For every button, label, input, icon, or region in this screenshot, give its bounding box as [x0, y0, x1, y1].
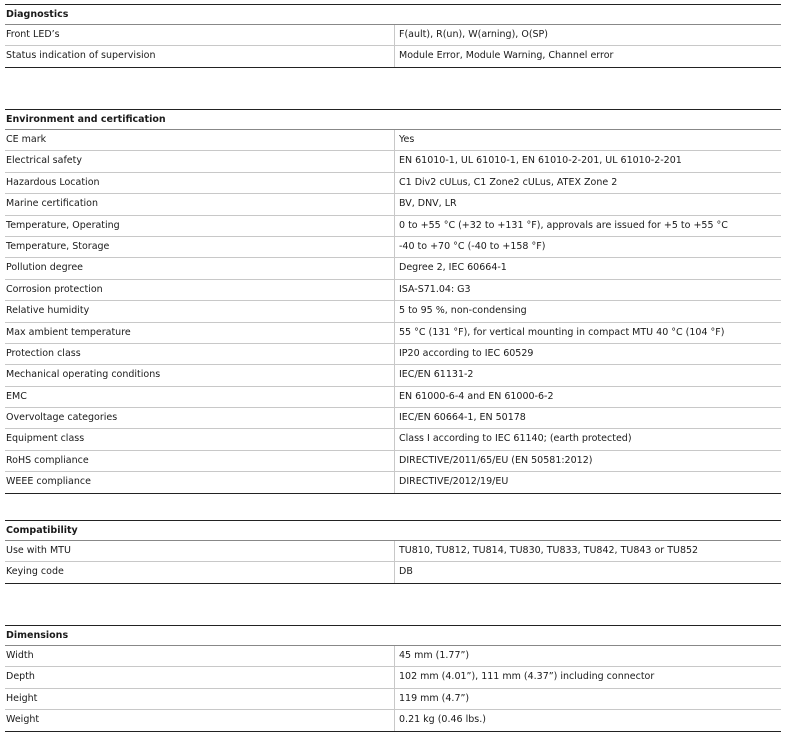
- row-label: Pollution degree: [5, 258, 395, 278]
- row-value: BV, DNV, LR: [399, 198, 457, 210]
- row-value: 102 mm (4.01”), 111 mm (4.37”) including connector: [399, 671, 655, 683]
- table-row: [5, 451, 781, 472]
- row-value: F(ault), R(un), W(arning), O(SP): [399, 29, 548, 40]
- table-row: [5, 365, 781, 386]
- row-value: 119 mm (4.7”): [399, 692, 470, 704]
- row-label: Front LED’s: [5, 25, 395, 45]
- table-row: [5, 25, 781, 46]
- row-label: Overvoltage categories: [5, 408, 395, 428]
- row-label: EMC: [5, 387, 395, 407]
- table-row: [5, 323, 781, 344]
- table-row: [5, 344, 781, 365]
- diagnostics-table: [5, 4, 781, 68]
- row-value: ISA-S71.04: G3: [399, 283, 471, 295]
- row-value: DIRECTIVE/2011/65/EU (EN 50581:2012): [399, 454, 593, 466]
- row-value: 45 mm (1.77”): [399, 650, 470, 661]
- table-row: [5, 280, 781, 301]
- row-label: Status indication of supervision: [5, 46, 395, 66]
- table-row: [5, 301, 781, 322]
- row-label: CE mark: [5, 130, 395, 150]
- table-row: [5, 216, 781, 237]
- row-value: DB: [399, 566, 413, 578]
- row-label: RoHS compliance: [5, 451, 395, 471]
- row-value: C1 Div2 cULus, C1 Zone2 cULus, ATEX Zone 2: [399, 176, 618, 188]
- row-label: Equipment class: [5, 429, 395, 449]
- row-label: Marine certification: [5, 194, 395, 214]
- row-value: 0 to +55 °C (+32 to +131 °F), approvals are issued for +5 to +55 °C: [399, 219, 728, 231]
- row-label: Electrical safety: [5, 151, 395, 171]
- row-label: Corrosion protection: [5, 280, 395, 300]
- table-row: [5, 46, 781, 66]
- table-row: [5, 194, 781, 215]
- section-title: Dimensions: [5, 626, 781, 646]
- table-row: [5, 429, 781, 450]
- table-row: [5, 472, 781, 492]
- table-row: [5, 710, 781, 730]
- row-label: Use with MTU: [5, 541, 395, 561]
- compatibility-table: [5, 520, 781, 584]
- table-row: [5, 667, 781, 688]
- row-label: Height: [5, 689, 395, 709]
- table-row: [5, 258, 781, 279]
- row-value: TU810, TU812, TU814, TU830, TU833, TU842, TU843 or TU852: [399, 545, 699, 556]
- table-row: [5, 151, 781, 172]
- row-label: Mechanical operating conditions: [5, 365, 395, 385]
- table-row: [5, 130, 781, 151]
- row-label: Depth: [5, 667, 395, 687]
- row-value: Class I according to IEC 61140; (earth protected): [399, 433, 632, 445]
- row-value: -40 to +70 °C (-40 to +158 °F): [399, 240, 546, 252]
- table-row: [5, 237, 781, 258]
- table-row: [5, 173, 781, 194]
- row-label: Weight: [5, 710, 395, 730]
- row-value: Module Error, Module Warning, Channel error: [399, 50, 614, 62]
- section-title: Compatibility: [5, 521, 781, 541]
- row-value: IEC/EN 60664-1, EN 50178: [399, 412, 526, 424]
- table-row: [5, 408, 781, 429]
- dimensions-table: [5, 625, 781, 732]
- row-value: 0.21 kg (0.46 lbs.): [399, 714, 486, 726]
- row-label: Temperature, Storage: [5, 237, 395, 257]
- row-value: EN 61000-6-4 and EN 61000-6-2: [399, 390, 554, 402]
- row-label: Temperature, Operating: [5, 216, 395, 236]
- table-row: [5, 646, 781, 667]
- table-row: [5, 387, 781, 408]
- row-label: Relative humidity: [5, 301, 395, 321]
- section-title: Diagnostics: [5, 5, 781, 25]
- section-title: Environment and certification: [5, 110, 781, 130]
- row-label: Width: [5, 646, 395, 666]
- row-label: Keying code: [5, 562, 395, 582]
- row-value: IP20 according to IEC 60529: [399, 347, 534, 359]
- row-value: Yes: [399, 134, 415, 145]
- row-value: 55 °C (131 °F), for vertical mounting in compact MTU 40 °C (104 °F): [399, 326, 725, 338]
- row-label: Max ambient temperature: [5, 323, 395, 343]
- row-value: 5 to 95 %, non-condensing: [399, 305, 527, 317]
- row-value: IEC/EN 61131-2: [399, 369, 474, 381]
- row-label: WEEE compliance: [5, 472, 395, 492]
- table-row: [5, 562, 781, 582]
- row-label: Hazardous Location: [5, 173, 395, 193]
- table-row: [5, 541, 781, 562]
- row-label: Protection class: [5, 344, 395, 364]
- table-row: [5, 689, 781, 710]
- row-value: Degree 2, IEC 60664-1: [399, 262, 507, 274]
- environment-certification-table: [5, 109, 781, 494]
- row-value: EN 61010-1, UL 61010-1, EN 61010-2-201, UL 61010-2-201: [399, 155, 682, 167]
- row-value: DIRECTIVE/2012/19/EU: [399, 476, 509, 488]
